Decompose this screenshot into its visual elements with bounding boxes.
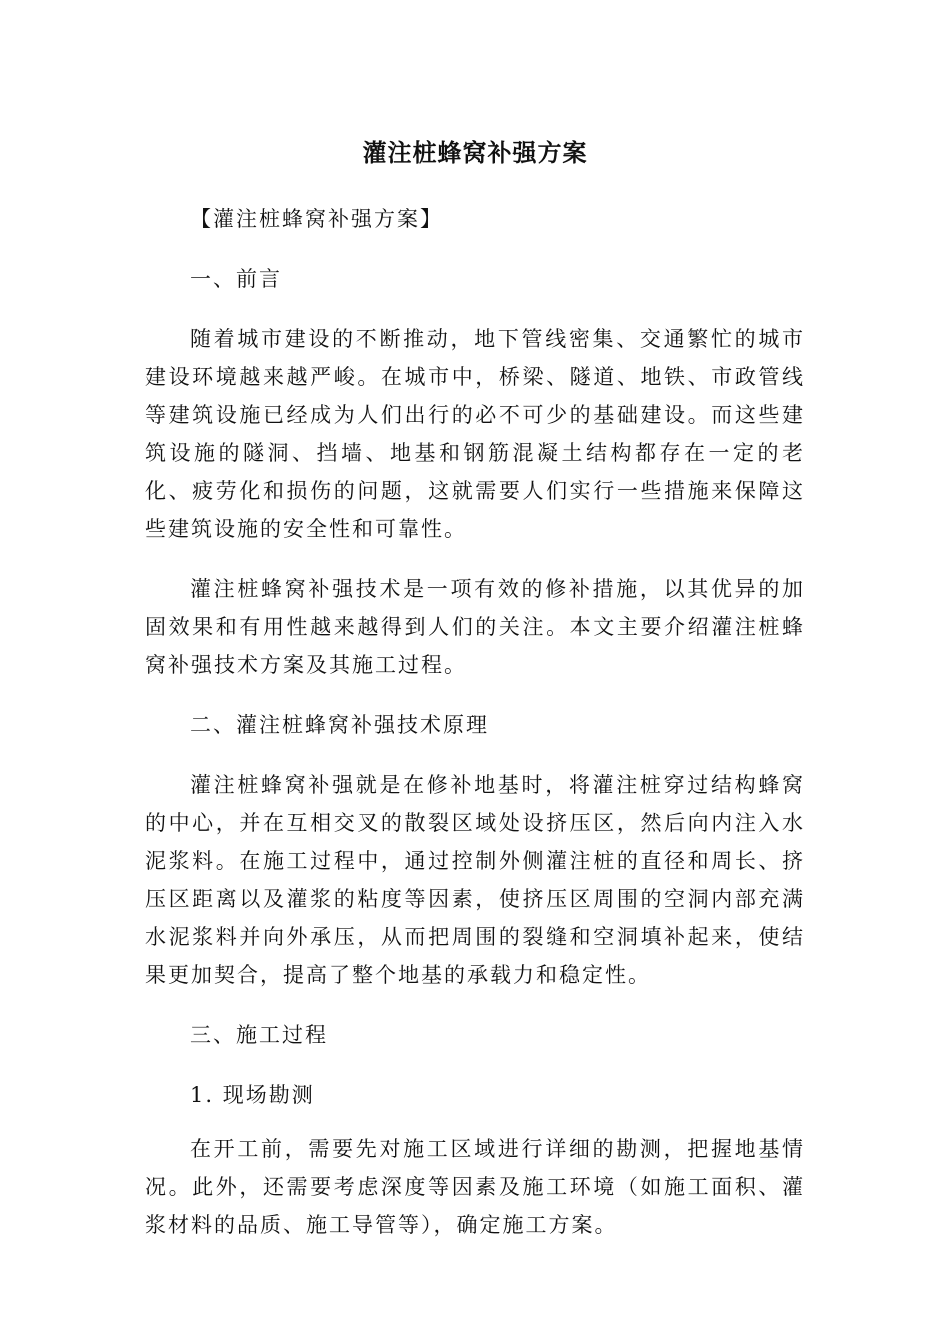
section-heading-construction: 三、施工过程 [190,1023,328,1047]
section-heading-bracket: 【灌注桩蜂窝补强方案】 [190,207,443,231]
paragraph-survey: 在开工前，需要先对施工区域进行详细的勘测，把握地基情况。此外，还需要考虑深度等因素及施工环境（如施工面积、灌浆材料的品质、施工导管等），确定施工方案。 [145,1137,805,1237]
document-body [145,200,805,1266]
section-heading-principle: 二、灌注桩蜂窝补强技术原理 [190,713,489,737]
subsection-heading-survey: 1. 现场勘测 [190,1083,315,1107]
paragraph-preface-1: 随着城市建设的不断推动，地下管线密集、交通繁忙的城市建设环境越来越严峻。在城市中，桥梁、隧道、地铁、市政管线等建筑设施已经成为人们出行的必不可少的基础建设。而这些建筑设施的隧洞、挡墙、地基和钢筋混凝土结构都存在一定的老化、疲劳化和损伤的问题，这就需要人们实行一些措施来保障这些建筑设施的安全性和可靠性。 [145,327,805,541]
paragraph-principle: 灌注桩蜂窝补强就是在修补地基时，将灌注桩穿过结构蜂窝的中心，并在互相交叉的散裂区域处设挤压区，然后向内注入水泥浆料。在施工过程中，通过控制外侧灌注桩的直径和周长、挤压区距离以及灌浆的粘度等因素，使挤压区周围的空洞内部充满水泥浆料并向外承压，从而把周围的裂缝和空洞填补起来，使结果更加契合，提高了整个地基的承载力和稳定性。 [145,773,805,987]
paragraph-preface-2: 灌注桩蜂窝补强技术是一项有效的修补措施，以其优异的加固效果和有用性越来越得到人们的关注。本文主要介绍灌注桩蜂窝补强技术方案及其施工过程。 [145,577,805,677]
section-heading-preface: 一、前言 [190,267,282,291]
document-title: 灌注桩蜂窝补强方案 [362,139,588,167]
